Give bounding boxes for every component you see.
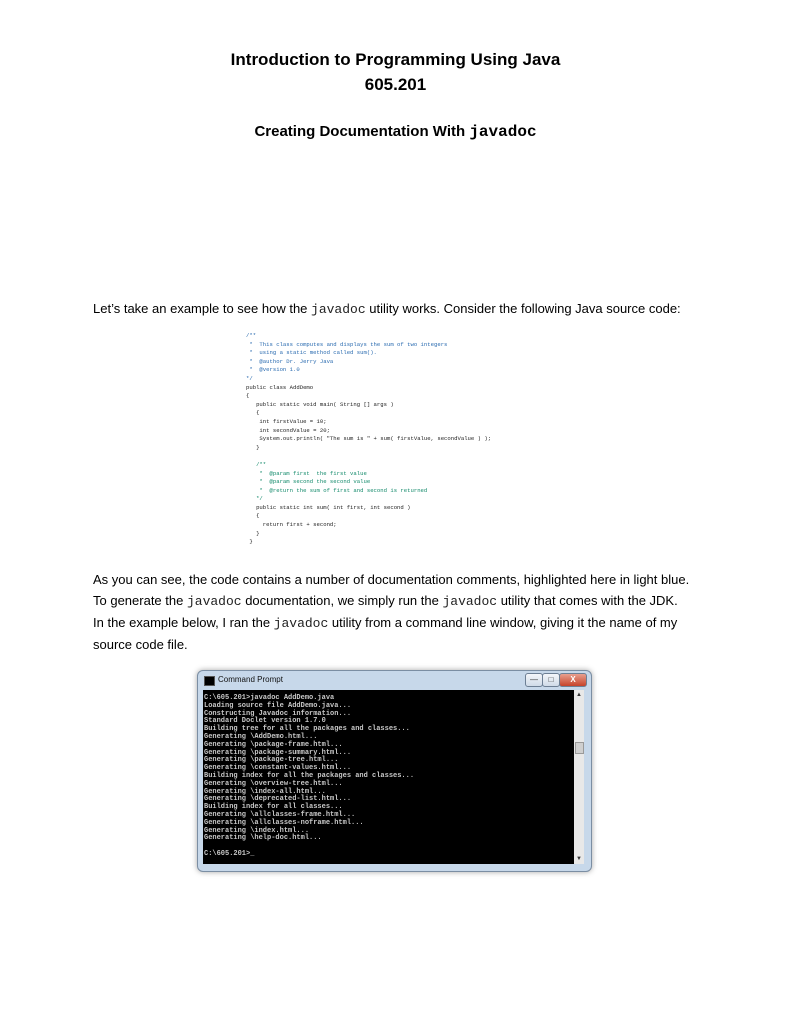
console-output: C:\605.201>javadoc AddDemo.java Loading source file AddDemo.java... Constructing Javadoc information... Standard Doclet version 1.7.0 Building tree for all the packages and classes... Generating \AddDemo.html... Generating \package-frame.html... Generating \package-summary.html... Generating \package-tree.html... Generating \constant-values.html... Building index for all the packages and classes... Generating \overview-tree.html... Generating \index-all.html... Generating \deprecated-list.html... Building index for all classes... Generating \allclasses-frame.html... Generating \allclasses-noframe.html... Generating \index.html... Generating \help-doc.html... C:\605.201>_	[204, 694, 415, 858]
code-line: {	[246, 409, 260, 417]
code-line: {	[246, 392, 250, 400]
code-line: */	[246, 374, 253, 382]
code-line: /**	[246, 460, 267, 468]
java-source-code	[246, 332, 556, 554]
code-line: int secondValue = 20;	[246, 426, 330, 434]
explanation-text: documentation, we simply run the	[241, 593, 443, 608]
code-line: * @version 1.0	[246, 366, 300, 374]
console-area[interactable]	[203, 690, 584, 864]
explanation-text: To generate the	[93, 593, 187, 608]
console-icon	[204, 676, 215, 686]
explanation-paragraph	[93, 569, 713, 655]
code-line: {	[246, 512, 260, 520]
inline-code: javadoc	[273, 616, 329, 631]
code-line: */	[246, 495, 263, 503]
explanation-line-1: As you can see, the code contains a number of documentation comments, highlighted here in light blue.	[93, 572, 690, 587]
code-line: public class AddDemo	[246, 383, 314, 391]
intro-text-1: Let’s take an example to see how the	[93, 301, 312, 316]
course-number: 605.201	[364, 75, 427, 94]
code-line: }	[246, 443, 260, 451]
code-line: return first + second;	[246, 521, 337, 529]
code-line: * @param first the first value	[246, 469, 367, 477]
code-line: public static void main( String [] args )	[246, 400, 394, 408]
code-line: int firstValue = 10;	[246, 417, 327, 425]
scroll-thumb[interactable]	[575, 742, 584, 754]
explanation-text: utility from a command line window, giving it the name of my	[328, 615, 678, 630]
code-line: * @return the sum of first and second is returned	[246, 486, 428, 494]
code-line: * This class computes and displays the sum of two integers	[246, 340, 448, 348]
scroll-down-icon[interactable]: ▼	[576, 856, 582, 862]
command-prompt-window[interactable]	[197, 670, 592, 872]
code-line: System.out.println( "The sum is " + sum( firstValue, secondValue ) );	[246, 435, 492, 443]
code-line: public static int sum( int first, int second )	[246, 503, 411, 511]
section-heading-code: javadoc	[469, 123, 537, 141]
code-line: * using a static method called sum().	[246, 349, 377, 357]
window-titlebar[interactable]	[198, 671, 591, 689]
vertical-scrollbar[interactable]	[574, 690, 584, 864]
inline-code: javadoc	[442, 594, 498, 609]
inline-code: javadoc	[186, 594, 242, 609]
page-title: Introduction to Programming Using Java	[230, 50, 561, 69]
code-line: /**	[246, 332, 257, 339]
explanation-text: utility that comes with the JDK.	[497, 593, 678, 608]
code-line: * @param second the second value	[246, 478, 371, 486]
intro-text-2: utility works. Consider the following Java source code:	[365, 301, 681, 316]
maximize-button[interactable]: □	[542, 673, 560, 687]
intro-code: javadoc	[311, 302, 366, 317]
intro-paragraph	[93, 298, 713, 320]
section-heading-text: Creating Documentation With	[254, 123, 470, 140]
code-line: }	[246, 529, 260, 537]
code-line: * @author Dr. Jerry Java	[246, 357, 334, 365]
minimize-button[interactable]: —	[525, 673, 543, 687]
close-button[interactable]: X	[559, 673, 587, 687]
explanation-text: source code file.	[93, 637, 188, 652]
explanation-text: In the example below, I ran the	[93, 615, 274, 630]
scroll-up-icon[interactable]: ▲	[576, 692, 582, 698]
section-heading	[0, 123, 791, 141]
window-title: Command Prompt	[218, 675, 283, 684]
code-line: }	[246, 538, 253, 546]
